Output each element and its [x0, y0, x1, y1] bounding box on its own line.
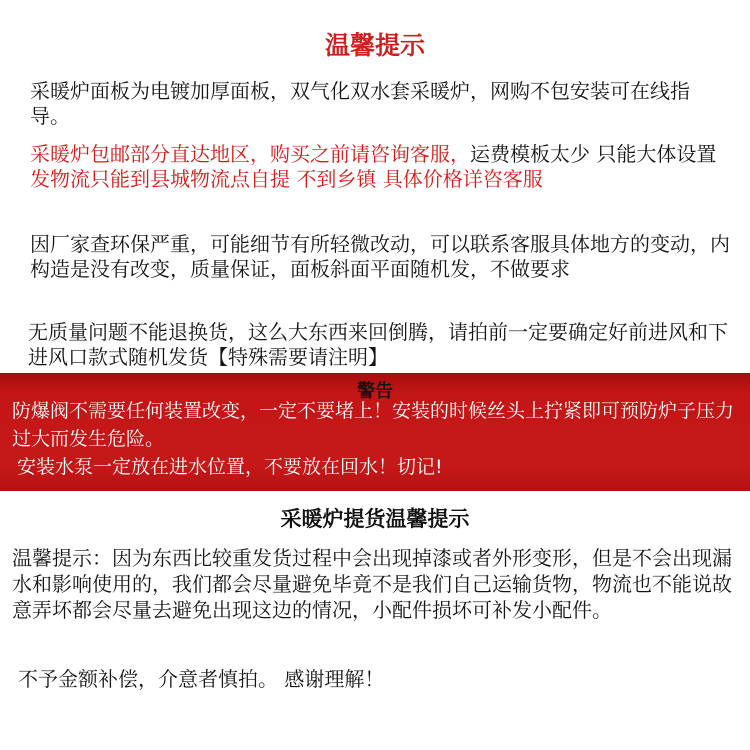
- panel-note: 采暖炉面板为电镀加厚面板，双气化双水套采暖炉，网购不包安装可在线指导。: [30, 79, 690, 128]
- shipping-note: [30, 142, 720, 191]
- warning-band: [0, 373, 750, 491]
- shipping-note-dark: 运费模板太少 只能大体设置: [470, 142, 717, 166]
- pickup-footer: 不予金额补偿，介意者慎拍。 感谢理解！: [18, 667, 385, 691]
- pickup-title: 采暖炉提货温馨提示: [280, 507, 470, 531]
- shipping-note-red-a: 采暖炉包邮部分直达地区，购买之前请咨询客服，: [30, 142, 470, 166]
- shipping-note-red-b: 发物流只能到县城物流点自提 不到乡镇 具体价格详咨客服: [30, 166, 543, 191]
- warning-title: 警告: [357, 381, 393, 402]
- warning-line-pump: 安装水泵一定放在进水位置，不要放在回水！切记!: [17, 456, 443, 478]
- pickup-body: 温馨提示：因为东西比较重发货过程中会出现掉漆或者外形变形，但是不会出现漏水和影响使用的，我们都会尽量避免毕竟不是我们自己运输货物，物流也不能说故意弄坏都会尽量去避免出现这边的情况，小配件损坏可补发小配件。: [12, 546, 732, 622]
- page-title: 温馨提示: [324, 31, 425, 60]
- warning-line-valve: 防爆阀不需要任何装置改变，一定不要堵上！安装的时候丝头上拧紧即可预防炉子压力过大而发生危险。: [12, 400, 735, 450]
- environment-note: 因厂家查环保严重，可能细节有所轻微改动，可以联系客服具体地方的变动，内构造是没有改变，质量保证，面板斜面平面随机发，不做要求: [30, 232, 730, 281]
- warning-body: [12, 397, 744, 481]
- return-note: 无质量问题不能退换货，这么大东西来回倒腾，请拍前一定要确定好前进风和下进风口款式随机发货【特殊需要请注明】: [28, 320, 728, 369]
